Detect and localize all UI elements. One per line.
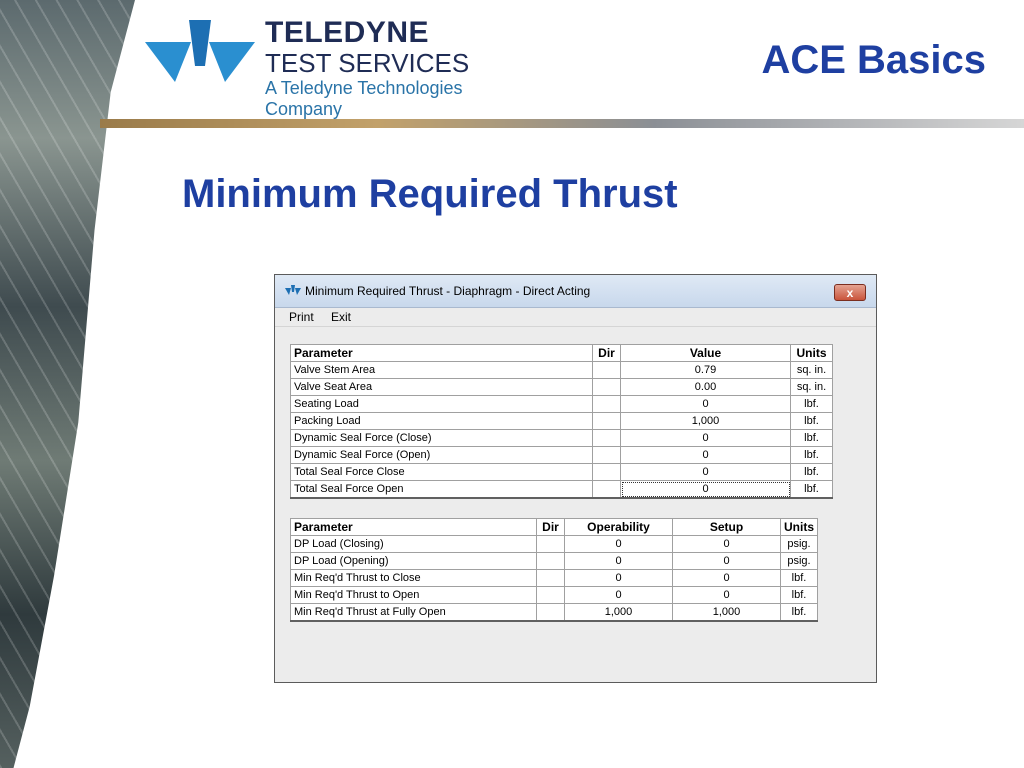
column-header: Dir [593, 345, 621, 362]
table-cell[interactable] [593, 413, 621, 430]
table-row [291, 447, 833, 464]
table-cell[interactable]: 1,000 [565, 604, 673, 622]
table-cell: lbf. [781, 570, 818, 587]
table-row [291, 481, 833, 499]
table-cell: sq. in. [791, 362, 833, 379]
table-cell[interactable]: 0 [621, 447, 791, 464]
header-title: ACE Basics [761, 38, 986, 82]
table-cell: lbf. [791, 464, 833, 481]
table-cell[interactable]: 0.00 [621, 379, 791, 396]
table-cell[interactable]: 0.79 [621, 362, 791, 379]
column-header: Operability [565, 519, 673, 536]
table-cell[interactable]: 1,000 [673, 604, 781, 622]
table-cell[interactable]: 0 [673, 570, 781, 587]
table-cell: psig. [781, 553, 818, 570]
table-row [291, 536, 818, 553]
table-row [291, 604, 818, 622]
table-cell[interactable]: 0 [565, 553, 673, 570]
close-button[interactable]: x [834, 284, 866, 301]
table-cell[interactable] [593, 379, 621, 396]
table-cell[interactable] [593, 430, 621, 447]
table-row [291, 362, 833, 379]
table-cell: lbf. [791, 413, 833, 430]
decorative-left-strip [0, 0, 135, 768]
table-cell[interactable]: 0 [621, 481, 791, 499]
header-divider-bar [100, 119, 1024, 128]
table-cell: Min Req'd Thrust at Fully Open [291, 604, 537, 622]
table-row [291, 464, 833, 481]
teledyne-logo-icon [145, 20, 255, 82]
column-header: Parameter [291, 519, 537, 536]
table-cell: Packing Load [291, 413, 593, 430]
table-cell: psig. [781, 536, 818, 553]
table-cell[interactable]: 0 [673, 536, 781, 553]
table-cell: lbf. [781, 587, 818, 604]
table-row [291, 553, 818, 570]
teledyne-logo [145, 14, 525, 119]
table-row [291, 379, 833, 396]
table-cell[interactable] [537, 587, 565, 604]
table-cell[interactable]: 0 [621, 396, 791, 413]
table-cell[interactable] [593, 464, 621, 481]
table-cell: lbf. [791, 447, 833, 464]
column-header: Units [791, 345, 833, 362]
slide-title: Minimum Required Thrust [182, 172, 678, 216]
column-header: Parameter [291, 345, 593, 362]
table-cell[interactable]: 0 [565, 536, 673, 553]
table-cell: Valve Seat Area [291, 379, 593, 396]
table-cell[interactable] [537, 553, 565, 570]
table-row [291, 430, 833, 447]
table-cell[interactable] [593, 396, 621, 413]
app-window [274, 274, 877, 683]
table-cell: Total Seal Force Close [291, 464, 593, 481]
table-cell: Total Seal Force Open [291, 481, 593, 499]
table-cell[interactable]: 0 [565, 587, 673, 604]
table-row [291, 587, 818, 604]
table-cell[interactable]: 1,000 [621, 413, 791, 430]
logo-line2: TEST SERVICES [265, 48, 470, 78]
table-row [291, 396, 833, 413]
table-cell: DP Load (Opening) [291, 553, 537, 570]
menu-bar [275, 308, 876, 327]
column-header: Dir [537, 519, 565, 536]
table-cell[interactable] [537, 536, 565, 553]
logo-line1: TELEDYNE [265, 16, 430, 49]
table-cell: Valve Stem Area [291, 362, 593, 379]
window-titlebar[interactable] [275, 275, 876, 308]
table-row [291, 570, 818, 587]
table-cell[interactable]: 0 [673, 587, 781, 604]
table-cell[interactable]: 0 [673, 553, 781, 570]
table-cell: sq. in. [791, 379, 833, 396]
teledyne-app-icon [285, 285, 301, 295]
table-cell[interactable]: 0 [621, 464, 791, 481]
column-header: Setup [673, 519, 781, 536]
table-cell: Dynamic Seal Force (Open) [291, 447, 593, 464]
menu-exit[interactable]: Exit [331, 310, 352, 324]
parameters-table [290, 344, 833, 499]
table-header-row [291, 519, 818, 536]
table-cell: lbf. [781, 604, 818, 622]
column-header: Units [781, 519, 818, 536]
table-header-row [291, 345, 833, 362]
table-cell: lbf. [791, 430, 833, 447]
table-cell: Seating Load [291, 396, 593, 413]
table-cell: Min Req'd Thrust to Close [291, 570, 537, 587]
table-row [291, 413, 833, 430]
thrust-table [290, 518, 818, 622]
table-cell: lbf. [791, 481, 833, 499]
table-cell[interactable] [593, 362, 621, 379]
table-cell: Dynamic Seal Force (Close) [291, 430, 593, 447]
table-cell[interactable] [593, 447, 621, 464]
table-cell[interactable] [537, 570, 565, 587]
table-cell: lbf. [791, 396, 833, 413]
menu-print[interactable]: Print [289, 310, 314, 324]
table-cell[interactable] [593, 481, 621, 499]
table-cell[interactable]: 0 [565, 570, 673, 587]
table-cell: Min Req'd Thrust to Open [291, 587, 537, 604]
logo-line3: A Teledyne Technologies Company [265, 78, 463, 119]
table-cell[interactable] [537, 604, 565, 622]
table-cell[interactable]: 0 [621, 430, 791, 447]
table-cell: DP Load (Closing) [291, 536, 537, 553]
window-title: Minimum Required Thrust - Diaphragm - Direct Acting [305, 284, 591, 298]
column-header: Value [621, 345, 791, 362]
